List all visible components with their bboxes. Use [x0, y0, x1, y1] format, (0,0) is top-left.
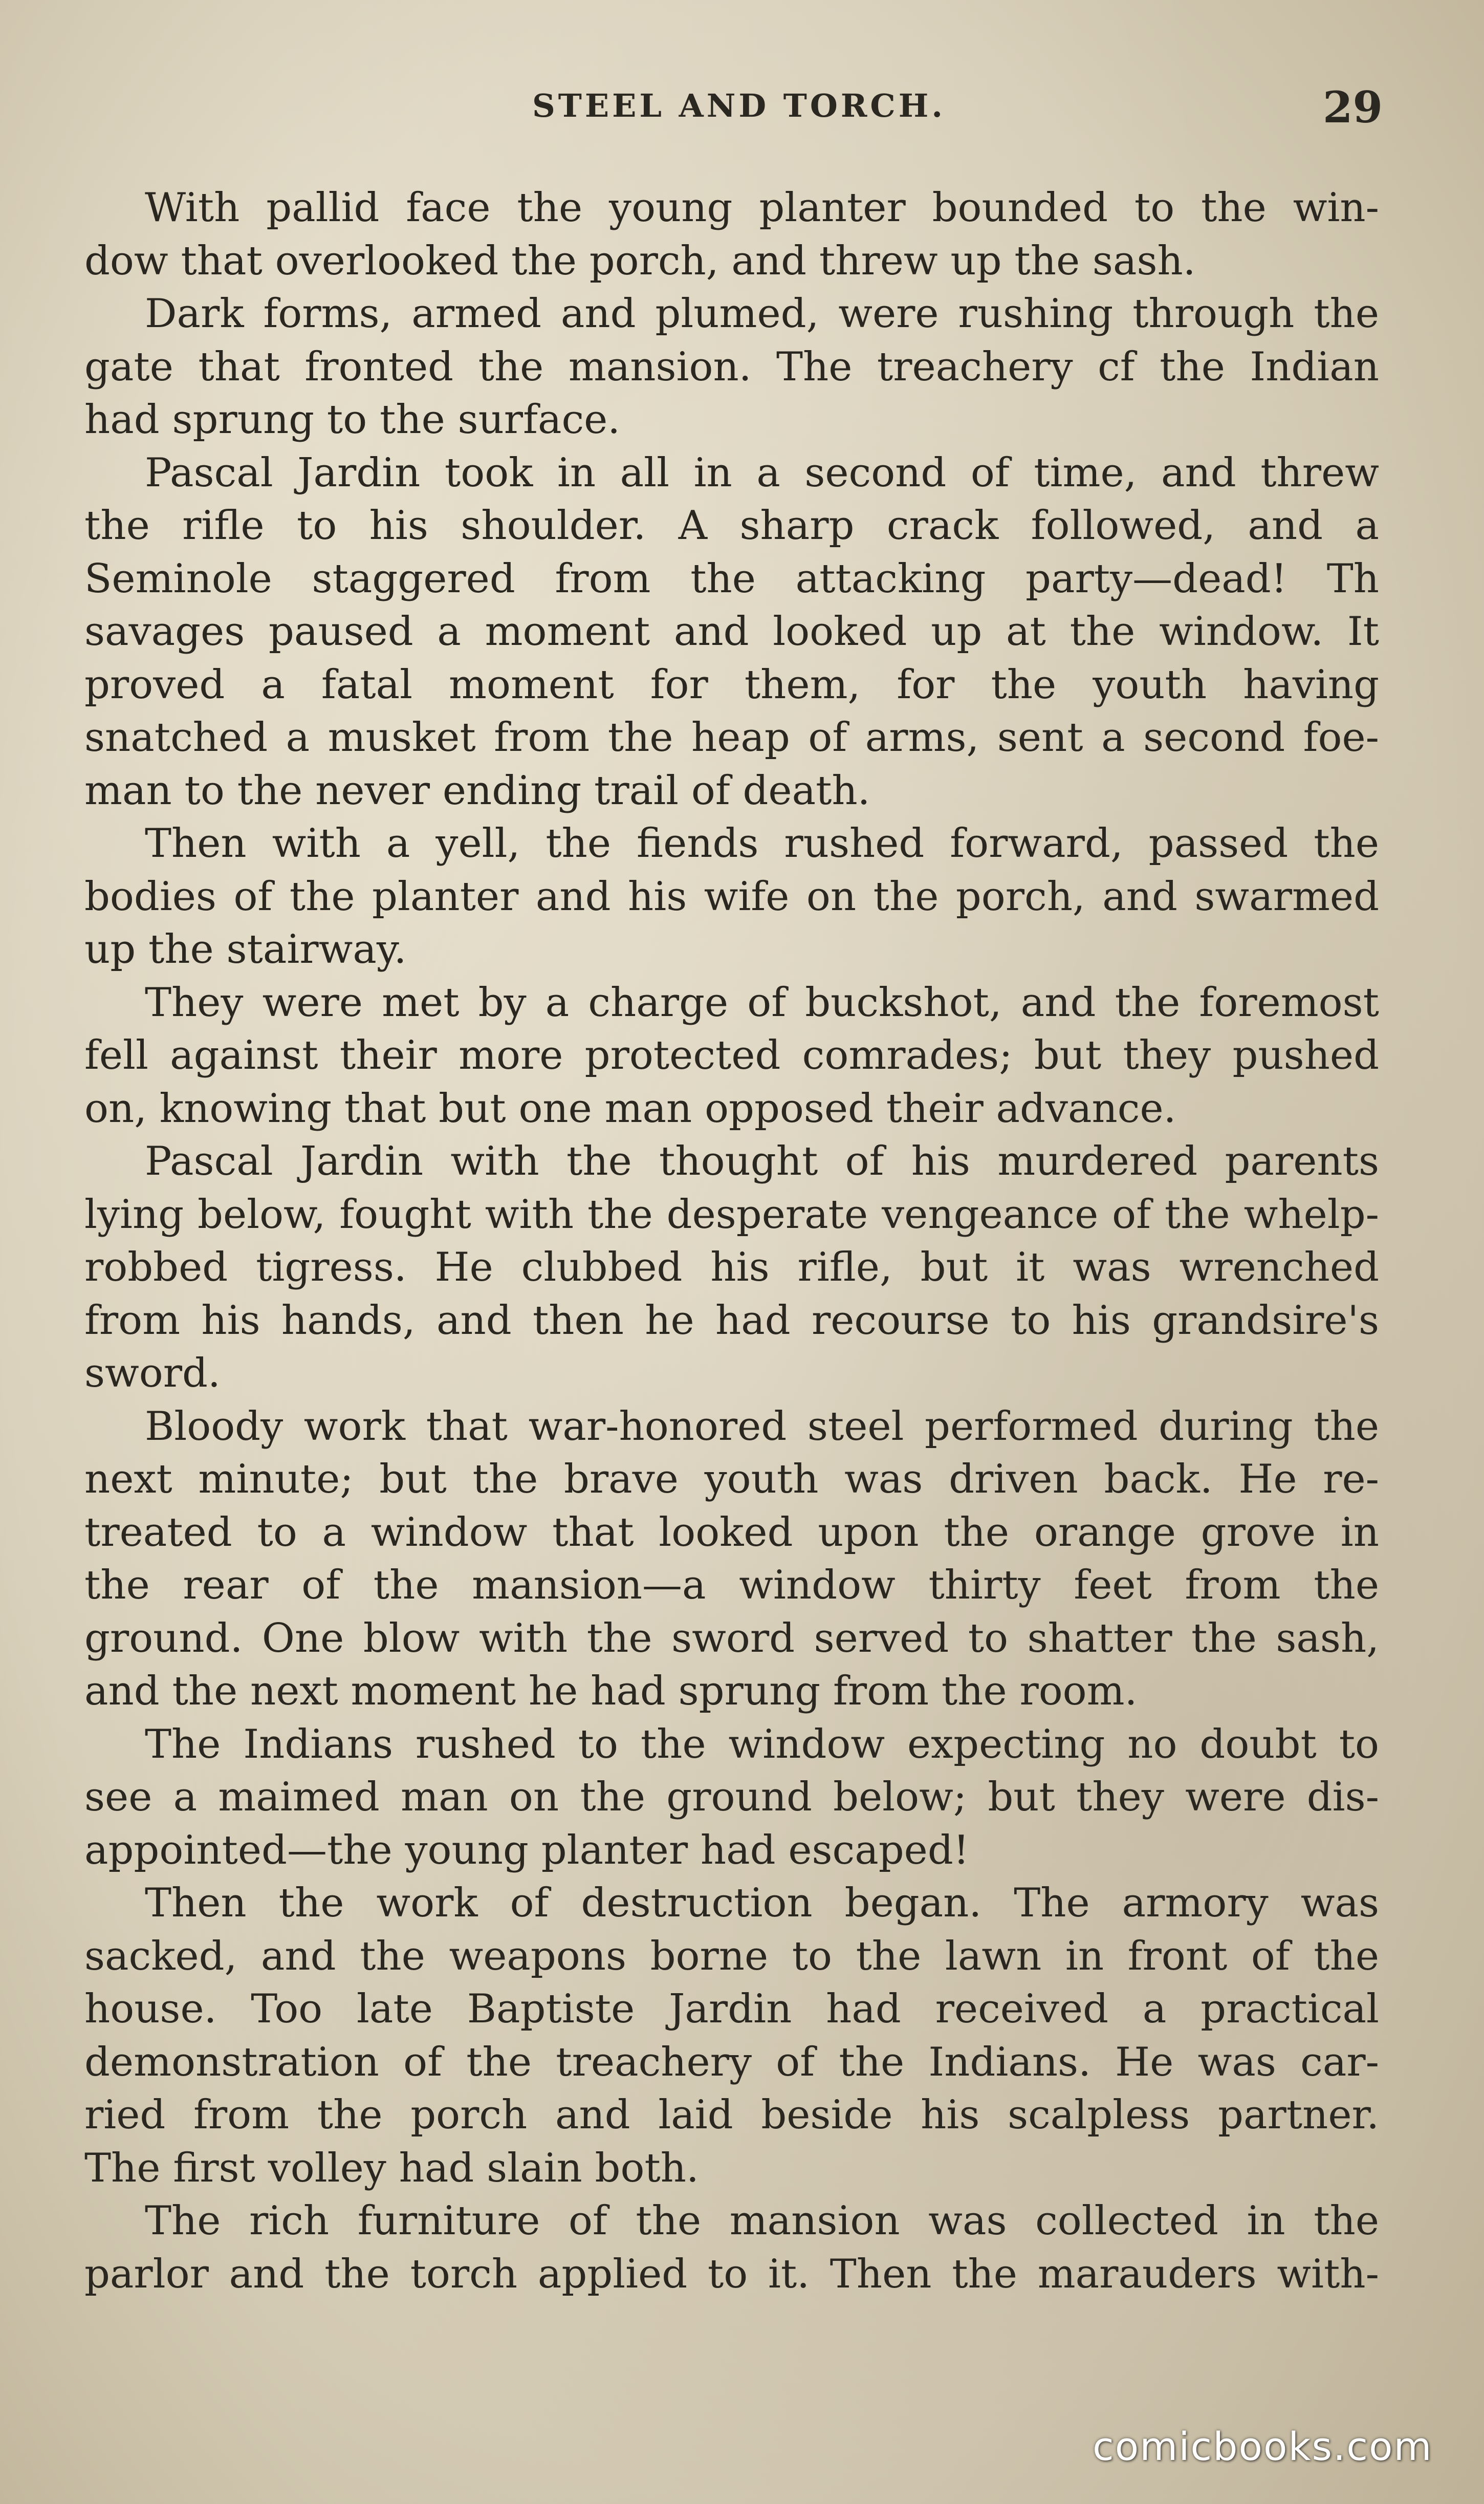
running-head: STEEL AND TORCH. [532, 87, 946, 124]
text-line: The first volley had slain both. [84, 2145, 699, 2191]
text-line: Bloody work that war-honored steel performed during the [145, 1403, 1379, 1450]
text-line: savages paused a moment and looked up at the window. It [84, 609, 1379, 655]
text-line: treated to a window that looked upon the orange grove in [84, 1509, 1379, 1556]
text-line: With pallid face the young planter bounded to the win- [145, 185, 1379, 231]
watermark: comicbooks.com [1093, 2424, 1433, 2469]
text-line: the rifle to his shoulder. A sharp crack followed, and a [84, 503, 1379, 549]
text-line: Pascal Jardin with the thought of his murdered parents [145, 1138, 1379, 1184]
text-line: The Indians rushed to the window expecting no doubt to [145, 1721, 1379, 1767]
text-line: house. Too late Baptiste Jardin had received a practical [84, 1986, 1379, 2032]
text-line: up the stairway. [84, 926, 407, 973]
text-line: on, knowing that but one man opposed their advance. [84, 1085, 1176, 1132]
paragraph [84, 1877, 1379, 2195]
text-line: The rich furniture of the mansion was collected in the [145, 2198, 1379, 2244]
text-line: the rear of the mansion—a window thirty feet from the [84, 1562, 1379, 1608]
text-line: see a maimed man on the ground below; but they were dis- [84, 1774, 1379, 1820]
text-line: demonstration of the treachery of the Indians. He was car- [84, 2039, 1379, 2085]
text-line: lying below, fought with the desperate vengeance of the whelp- [84, 1191, 1379, 1238]
paragraph [84, 288, 1379, 447]
text-line: fell against their more protected comrades; but they pushed [84, 1032, 1379, 1078]
paragraph [84, 1135, 1379, 1400]
text-line: and the next moment he had sprung from the room. [84, 1668, 1138, 1714]
text-line: Pascal Jardin took in all in a second of time, and threw [145, 449, 1379, 496]
text-line: Dark forms, armed and plumed, were rushing through the [145, 291, 1379, 337]
paragraph [84, 1400, 1379, 1718]
text-line: sacked, and the weapons borne to the lawn in front of the [84, 1933, 1379, 1979]
paragraph [84, 1718, 1379, 1877]
text-line: next minute; but the brave youth was driven back. He re- [84, 1456, 1379, 1502]
text-line: bodies of the planter and his wife on the porch, and swarmed [84, 873, 1379, 920]
text-line: gate that fronted the mansion. The treachery cf the Indian [84, 343, 1379, 390]
text-line: Then the work of destruction began. The armory was [145, 1880, 1379, 1926]
text-line: ried from the porch and laid beside his scalpless partner. [84, 2092, 1379, 2138]
text-line: snatched a musket from the heap of arms, sent a second foe- [84, 715, 1379, 761]
text-line: dow that overlooked the porch, and threw up the sash. [84, 238, 1196, 284]
paragraph [84, 2195, 1379, 2301]
text-line: appointed—the young planter had escaped! [84, 1827, 970, 1873]
text-line: ground. One blow with the sword served to shatter the sash, [84, 1615, 1379, 1661]
text-line: proved a fatal moment for them, for the youth having [84, 661, 1379, 708]
paragraph [84, 817, 1379, 977]
text-line: robbed tigress. He clubbed his rifle, but it was wrenched [84, 1244, 1379, 1290]
text-line: from his hands, and then he had recourse to his grandsire's [84, 1297, 1379, 1344]
text-line: had sprung to the surface. [84, 397, 621, 443]
body-text [84, 182, 1379, 2301]
paragraph [84, 447, 1379, 818]
text-line: sword. [84, 1350, 221, 1396]
text-line: man to the never ending trail of death. [84, 767, 870, 814]
text-line: They were met by a charge of buckshot, and the foremost [145, 979, 1379, 1026]
page-number: 29 [1323, 82, 1383, 133]
text-line: parlor and the torch applied to it. Then the marauders with- [84, 2251, 1379, 2297]
paragraph [84, 182, 1379, 288]
text-line: Seminole staggered from the attacking party—dead! Th [84, 555, 1379, 602]
paragraph [84, 977, 1379, 1136]
text-line: Then with a yell, the fiends rushed forward, passed the [145, 821, 1379, 867]
